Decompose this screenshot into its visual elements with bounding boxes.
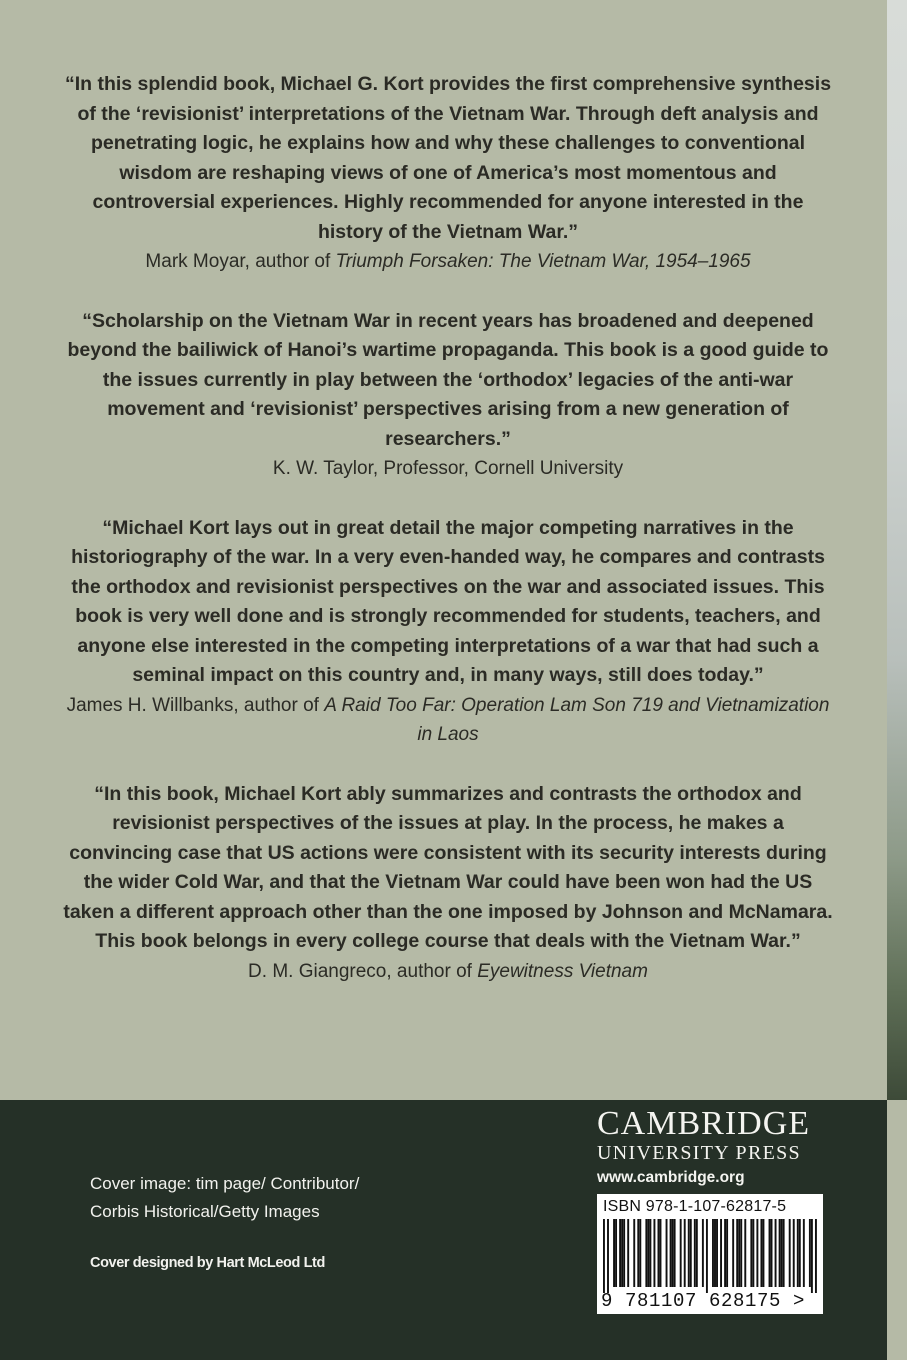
quote-text: “In this splendid book, Michael G. Kort provides the first comprehensive synthesis of the ‘revisionist’ interpretations of the Vietnam War. Through deft analysis and penetrating logic, he explains how and why these challenges to conventional wisdom are reshaping views of one of America’s most momentous and controversial experiences. Highly recommended for anyone interested in the history of the Vietnam War.”: [64, 73, 832, 243]
isbn-text: ISBN 978-1-107-62817-5: [603, 1198, 787, 1215]
barcode-bar: [809, 1219, 811, 1287]
cover-designer-credit: Cover designed by Hart McLeod Ltd: [90, 1255, 325, 1271]
attribution-work: Triumph Forsaken: The Vietnam War, 1954–1965: [335, 251, 751, 272]
publisher-subtitle: UNIVERSITY PRESS: [597, 1142, 801, 1164]
praise-section: [60, 70, 836, 1016]
attribution-author: James H. Willbanks, author of: [66, 694, 319, 716]
praise-quote-willbanks: [60, 514, 836, 750]
barcode-bar: [603, 1219, 605, 1293]
barcode: [597, 1194, 823, 1314]
barcode-bar: [793, 1219, 795, 1287]
barcode-bar: [674, 1219, 676, 1287]
barcode-bar: [815, 1219, 817, 1293]
barcode-bar: [706, 1219, 708, 1293]
barcode-bar: [619, 1219, 621, 1287]
quote-text: “Michael Kort lays out in great detail the major competing narratives in the historiography of the war. In a very even-handed way, he compares and contrasts the orthodox and revisionist perspectives on the war and associated issues. This book is very well done and is strongly recommended for students, teachers, and anyone else interested in the competing interpretations of a war that had such a seminal impact on this country and, in many ways, still does today.”: [71, 516, 825, 686]
barcode-bar: [623, 1219, 625, 1287]
praise-quote-taylor: [60, 307, 836, 484]
barcode-bar: [680, 1219, 682, 1287]
barcode-bar: [740, 1219, 742, 1287]
barcode-bar: [771, 1219, 773, 1287]
ean-digits: 9 781107 628175 >: [601, 1290, 806, 1312]
barcode-bar: [621, 1219, 623, 1287]
quote-attribution: [60, 957, 836, 987]
barcode-bar: [762, 1219, 764, 1287]
barcode-bar: [672, 1219, 674, 1287]
barcode-bar: [633, 1219, 635, 1287]
barcode-bar: [732, 1219, 734, 1287]
barcode-bar: [803, 1219, 805, 1287]
barcode-bar: [637, 1219, 639, 1287]
barcode-bar: [720, 1219, 722, 1287]
barcode-bar: [702, 1219, 704, 1287]
barcode-bar: [811, 1219, 813, 1293]
barcode-bar: [760, 1219, 762, 1287]
barcode-bar: [789, 1219, 791, 1287]
barcode-bar: [658, 1219, 660, 1287]
attribution-author: Mark Moyar, author of: [145, 251, 331, 272]
barcode-bar: [752, 1219, 754, 1287]
quote-attribution: [60, 247, 836, 277]
barcode-bar: [666, 1219, 668, 1287]
quote-attribution: [60, 454, 836, 484]
barcode-bar: [660, 1219, 662, 1287]
quote-text: “Scholarship on the Vietnam War in recent years has broadened and deepened beyond the bailiwick of Hanoi’s wartime propaganda. This book is a good guide to the issues currently in play between the ‘orthodox’ legacies of the anti-war movement and ‘revisionist’ perspectives arising from a new generation of researchers.”: [67, 309, 829, 450]
barcode-bar: [714, 1219, 716, 1287]
praise-quote-giangreco: [60, 780, 836, 987]
attribution-work: Eyewitness Vietnam: [477, 960, 648, 982]
cover-footer: [0, 1100, 887, 1360]
barcode-bar: [779, 1219, 781, 1287]
barcode-bar: [639, 1219, 641, 1287]
barcode-bar: [607, 1219, 609, 1293]
barcode-bar: [696, 1219, 698, 1287]
barcode-bar: [736, 1219, 738, 1287]
barcode-bar: [615, 1219, 617, 1287]
barcode-bar: [627, 1219, 629, 1287]
publisher-name: CAMBRIDGE: [597, 1105, 811, 1142]
barcode-bar: [670, 1219, 672, 1287]
attribution-author: K. W. Taylor, Professor, Cornell University: [272, 458, 624, 479]
barcode-bar: [783, 1219, 785, 1287]
barcode-bar: [775, 1219, 777, 1287]
credit-line-1: Cover image: tim page/ Contributor/: [90, 1174, 360, 1193]
barcode-bar: [712, 1219, 714, 1287]
barcode-bar: [690, 1219, 692, 1287]
quote-attribution: [60, 691, 836, 750]
barcode-bar: [769, 1219, 771, 1287]
attribution-author: D. M. Giangreco, author of: [248, 960, 472, 982]
barcode-bar: [799, 1219, 801, 1287]
publisher-logo: [597, 1106, 827, 1187]
barcode-bar: [716, 1219, 718, 1287]
barcode-bar: [688, 1219, 690, 1287]
barcode-bar: [645, 1219, 647, 1287]
barcode-bar: [797, 1219, 799, 1287]
barcode-bar: [653, 1219, 655, 1287]
barcode-bar: [724, 1219, 726, 1287]
barcode-bar: [781, 1219, 783, 1287]
attribution-work: A Raid Too Far: Operation Lam Son 719 and Vietnamization in Laos: [324, 694, 830, 745]
praise-quote-moyar: [60, 70, 836, 277]
barcode-bars-icon: [603, 1219, 817, 1293]
credit-line-2: Corbis Historical/Getty Images: [90, 1202, 320, 1221]
cover-photo-edge: [887, 0, 907, 1100]
barcode-bar: [613, 1219, 615, 1287]
barcode-bar: [726, 1219, 728, 1287]
barcode-bar: [738, 1219, 740, 1287]
barcode-bar: [694, 1219, 696, 1287]
barcode-bar: [649, 1219, 651, 1287]
barcode-bar: [750, 1219, 752, 1287]
publisher-url: www.cambridge.org: [597, 1169, 745, 1186]
barcode-bar: [647, 1219, 649, 1287]
cover-image-credit: [90, 1170, 359, 1226]
quote-text: “In this book, Michael Kort ably summarizes and contrasts the orthodox and revisionist perspectives of the issues at play. In the process, he makes a convincing case that US actions were consistent with its security interests during the wider Cold War, and that the Vietnam War could have been won had the US taken a different approach other than the one imposed by Johnson and McNamara. This book belongs in every college course that deals with the Vietnam War.”: [63, 782, 833, 952]
barcode-bar: [684, 1219, 686, 1287]
barcode-bar: [756, 1219, 758, 1287]
barcode-bar: [744, 1219, 746, 1287]
